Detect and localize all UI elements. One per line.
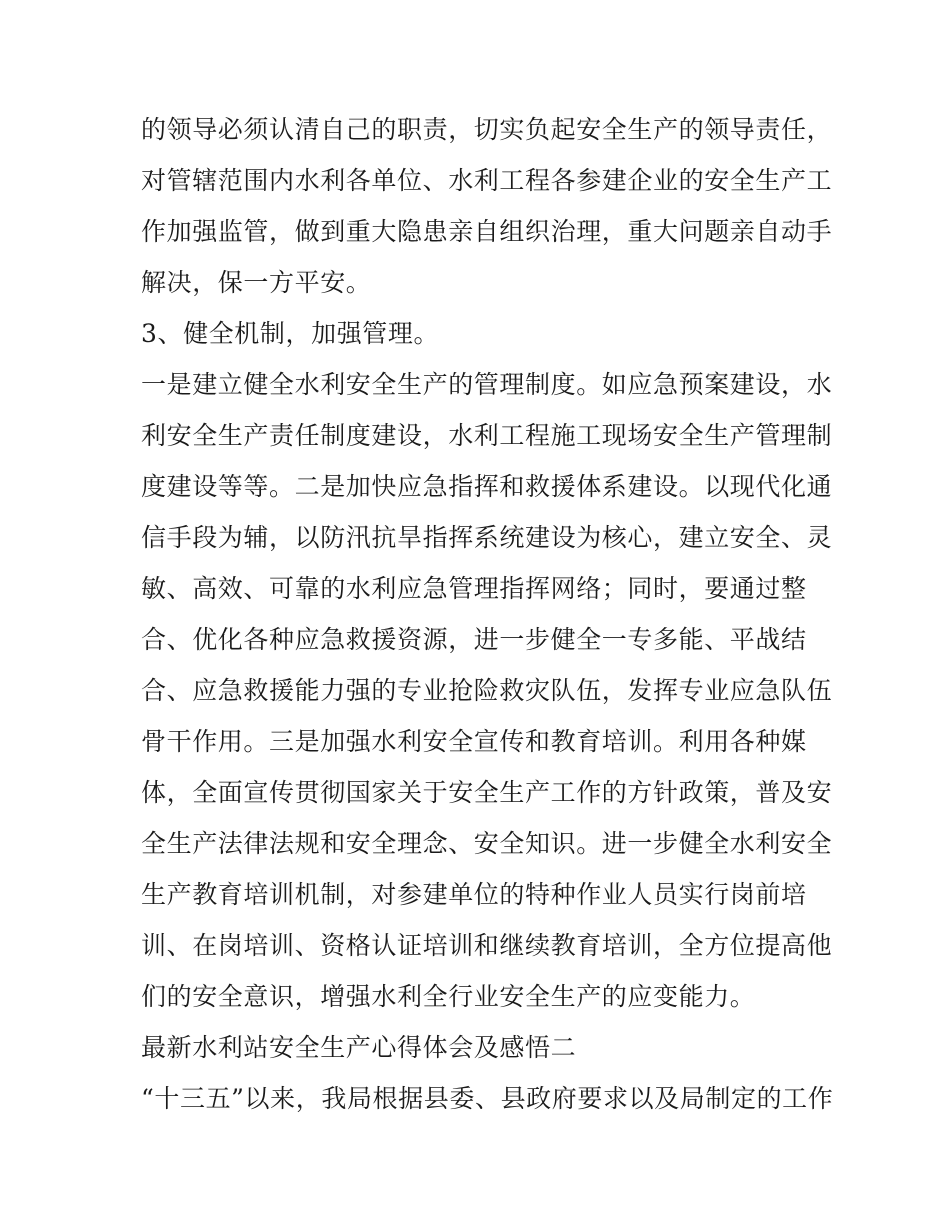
text-line: 一是建立健全水利安全生产的管理制度。如应急预案建设，水: [141, 370, 833, 399]
text-line: 的领导必须认清自己的职责，切实负起安全生产的领导责任，: [141, 115, 833, 144]
text-line: 作加强监管，做到重大隐患亲自组织治理，重大问题亲自动手: [141, 217, 833, 246]
text-line: 全生产法律法规和安全理念、安全知识。进一步健全水利安全: [141, 829, 833, 858]
text-line: 利安全生产责任制度建设，水利工程施工现场安全生产管理制: [141, 421, 833, 450]
text-line: 合、优化各种应急救援资源，进一步健全一专多能、平战结: [141, 625, 807, 654]
document-body: [141, 104, 834, 1124]
text-line: “十三五”以来，我局根据县委、县政府要求以及局制定的工作: [141, 1084, 834, 1113]
text-line: 训、在岗培训、资格认证培训和继续教育培训，全方位提高他: [141, 931, 833, 960]
article-title: 最新水利站安全生产心得体会及感悟二: [141, 1033, 577, 1062]
text-line: 生产教育培训机制，对参建单位的特种作业人员实行岗前培: [141, 880, 807, 909]
section-heading: 3、健全机制，加强管理。: [141, 319, 440, 348]
text-line: 解决，保一方平安。: [141, 268, 372, 297]
text-line: 敏、高效、可靠的水利应急管理指挥网络；同时，要通过整: [141, 574, 807, 603]
text-line: 骨干作用。三是加强水利安全宣传和教育培训。利用各种媒: [141, 727, 807, 756]
text-line: 度建设等等。二是加快应急指挥和救援体系建设。以现代化通: [141, 472, 833, 501]
text-line: 信手段为辅，以防汛抗旱指挥系统建设为核心，建立安全、灵: [141, 523, 833, 552]
text-line: 们的安全意识，增强水利全行业安全生产的应变能力。: [141, 982, 756, 1011]
text-line: 体，全面宣传贯彻国家关于安全生产工作的方针政策，普及安: [141, 778, 833, 807]
text-line: 合、应急救援能力强的专业抢险救灾队伍，发挥专业应急队伍: [141, 676, 833, 705]
text-line: 对管辖范围内水利各单位、水利工程各参建企业的安全生产工: [141, 166, 833, 195]
